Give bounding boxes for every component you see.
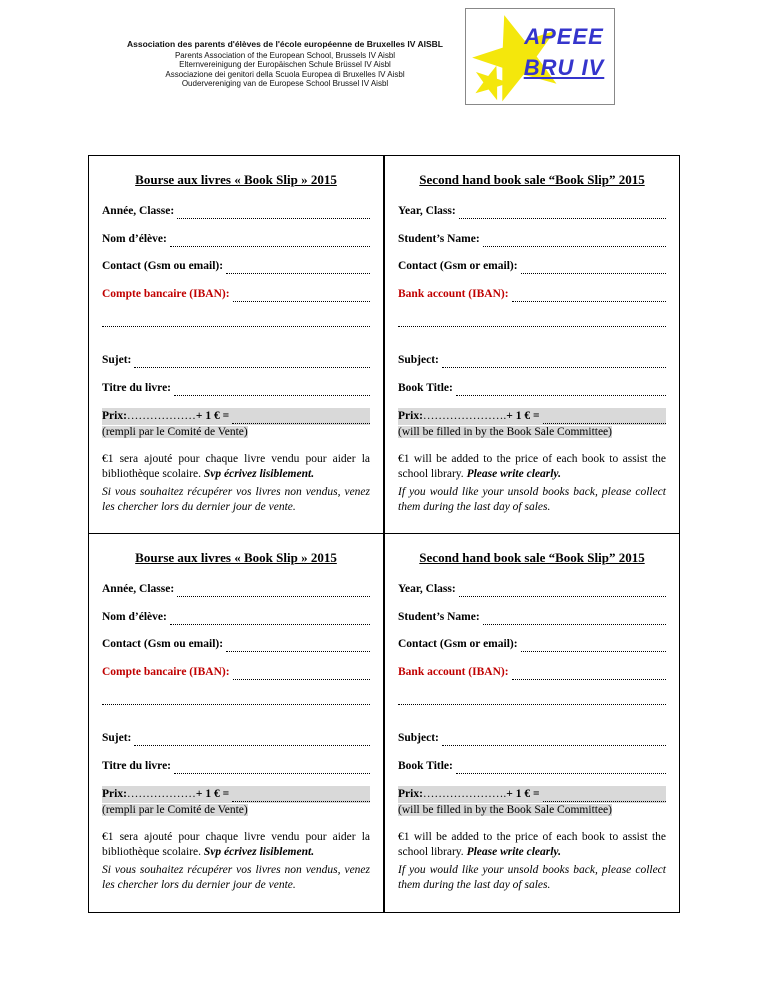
library-note-text: €1 sera ajouté pour chaque livre vendu pour aider la bibliothèque scolaire. — [102, 831, 370, 858]
write-clearly-note: Svp écrivez lisiblement. — [203, 845, 315, 858]
field-label-iban: Bank account (IBAN): — [398, 665, 509, 678]
write-in-line — [233, 289, 370, 302]
library-note-text: €1 sera ajouté pour chaque livre vendu pour aider la bibliothèque scolaire. — [102, 453, 370, 480]
unsold-books-note: Si vous souhaitez récupérer vos livres non vendus, venez les chercher lors du dernier jour de vente. — [102, 486, 370, 513]
form-title-en: Second hand book sale “Book Slip” 2015 — [419, 172, 645, 187]
field-book-title — [398, 759, 666, 774]
field-label: Subject: — [398, 354, 439, 366]
write-in-line — [459, 206, 666, 219]
logo-line-apeee: APEEE — [524, 24, 604, 49]
organisation-name-de: Elternvereinigung der Europäischen Schule Brüssel IV Aisbl — [179, 60, 391, 69]
field-label: Contact (Gsm ou email): — [102, 260, 224, 272]
field-book-title — [102, 381, 370, 396]
write-in-line — [483, 234, 666, 247]
write-in-line — [170, 234, 370, 247]
price-note-text: (will be filled in by the Book Sale Committee) — [398, 804, 612, 816]
price-row — [102, 408, 370, 425]
field-year-class — [398, 204, 666, 219]
write-in-line — [233, 667, 370, 680]
price-plus-one-euro: + 1 € = — [506, 788, 540, 800]
book-slip-form-fr-top — [89, 156, 384, 534]
organisation-name-it: Associazione dei genitori della Scuola Europea di Bruxelles IV Aisbl — [165, 69, 405, 79]
field-year-class — [398, 582, 666, 597]
field-student-name — [398, 232, 666, 247]
library-note — [102, 452, 370, 481]
price-row — [102, 786, 370, 803]
write-in-line — [174, 761, 370, 774]
library-note-text: €1 will be added to the price of each book to assist the school library. — [398, 831, 666, 858]
organisation-header — [100, 40, 470, 89]
field-subject — [398, 353, 666, 368]
write-in-line — [543, 789, 666, 802]
write-in-line — [442, 733, 666, 746]
write-in-line — [512, 667, 666, 680]
write-in-line — [232, 789, 370, 802]
field-book-title — [102, 759, 370, 774]
apeee-logo — [465, 8, 615, 105]
field-iban — [398, 287, 666, 302]
write-in-line-continuation — [398, 314, 666, 327]
field-subject — [102, 731, 370, 746]
price-note — [398, 803, 666, 818]
write-in-line — [177, 206, 370, 219]
field-student-name — [102, 232, 370, 247]
book-slip-form-en-top — [384, 156, 679, 534]
field-year-class — [102, 582, 370, 597]
price-note-text: (rempli par le Comité de Vente) — [102, 426, 248, 438]
unsold-books-note: If you would like your unsold books back, please collect them during the last day of sales. — [398, 486, 666, 513]
field-contact — [398, 259, 666, 274]
write-in-line — [521, 639, 666, 652]
field-label: Titre du livre: — [102, 759, 171, 772]
write-in-line — [521, 261, 666, 274]
price-label: Prix: — [398, 788, 423, 800]
write-in-line — [456, 383, 666, 396]
write-clearly-note: Please write clearly. — [466, 467, 561, 480]
field-year-class — [102, 204, 370, 219]
logo-line-bru-iv: BRU IV — [523, 55, 605, 81]
field-label: Contact (Gsm ou email): — [102, 638, 224, 650]
field-book-title — [398, 381, 666, 396]
field-label: Year, Class: — [398, 583, 456, 595]
price-note — [102, 425, 370, 440]
price-row — [398, 786, 666, 803]
write-in-line — [459, 584, 666, 597]
field-label: Contact (Gsm or email): — [398, 260, 518, 272]
field-label: Year, Class: — [398, 205, 456, 217]
logo-text — [522, 25, 606, 79]
write-in-line — [174, 383, 370, 396]
field-label: Contact (Gsm or email): — [398, 638, 518, 650]
write-in-line-continuation — [102, 314, 370, 327]
price-note-text: (rempli par le Comité de Vente) — [102, 804, 248, 816]
write-in-line — [232, 411, 370, 424]
write-in-line — [134, 733, 370, 746]
price-leader-dots: …………………. — [422, 788, 507, 800]
field-student-name — [102, 610, 370, 625]
price-note — [398, 425, 666, 440]
field-label: Sujet: — [102, 732, 132, 744]
book-slip-form-en-bottom — [384, 534, 679, 912]
field-label: Nom d’élève: — [102, 610, 167, 623]
field-subject — [398, 731, 666, 746]
write-in-line — [177, 584, 370, 597]
library-note — [398, 452, 666, 481]
field-student-name — [398, 610, 666, 625]
field-label-iban: Compte bancaire (IBAN): — [102, 287, 230, 300]
field-label: Sujet: — [102, 354, 132, 366]
price-plus-one-euro: + 1 € = — [195, 410, 230, 422]
book-slip-form-fr-bottom — [89, 534, 384, 912]
write-in-line — [456, 761, 666, 774]
price-leader-dots: ……………… — [126, 410, 196, 422]
field-contact — [398, 637, 666, 652]
write-in-line — [512, 289, 666, 302]
field-subject — [102, 353, 370, 368]
organisation-name-main: Association des parents d'élèves de l'école européenne de Bruxelles IV AISBL — [127, 39, 443, 49]
organisation-name-nl: Oudervereniging van de Europese School Brussel IV Aisbl — [181, 79, 389, 88]
write-clearly-note: Please write clearly. — [466, 845, 561, 858]
price-leader-dots: …………………. — [422, 410, 507, 422]
unsold-books-note: If you would like your unsold books back, please collect them during the last day of sales. — [398, 864, 666, 891]
field-label: Book Title: — [398, 381, 453, 394]
field-label: Book Title: — [398, 759, 453, 772]
field-label: Student’s Name: — [398, 610, 480, 623]
form-title-en: Second hand book sale “Book Slip” 2015 — [419, 550, 645, 565]
form-title-fr: Bourse aux livres « Book Slip » 2015 — [135, 550, 337, 565]
field-contact — [102, 259, 370, 274]
field-iban — [102, 665, 370, 680]
write-clearly-note: Svp écrivez lisiblement. — [203, 467, 315, 480]
price-plus-one-euro: + 1 € = — [195, 788, 230, 800]
price-label: Prix: — [102, 410, 127, 422]
field-contact — [102, 637, 370, 652]
price-note — [102, 803, 370, 818]
field-iban — [102, 287, 370, 302]
write-in-line — [170, 612, 370, 625]
book-slip-form-table — [88, 155, 680, 913]
write-in-line — [483, 612, 666, 625]
field-label-iban: Compte bancaire (IBAN): — [102, 665, 230, 678]
form-title-fr: Bourse aux livres « Book Slip » 2015 — [135, 172, 337, 187]
library-note — [398, 830, 666, 859]
write-in-line-continuation — [398, 692, 666, 705]
write-in-line — [134, 355, 370, 368]
write-in-line — [543, 411, 666, 424]
price-leader-dots: ……………… — [126, 788, 196, 800]
library-note-text: €1 will be added to the price of each book to assist the school library. — [398, 453, 666, 480]
write-in-line-continuation — [102, 692, 370, 705]
field-label: Année, Classe: — [102, 583, 175, 595]
field-label: Subject: — [398, 732, 439, 744]
price-label: Prix: — [398, 410, 423, 422]
price-plus-one-euro: + 1 € = — [506, 410, 540, 422]
price-label: Prix: — [102, 788, 127, 800]
field-label: Année, Classe: — [102, 205, 175, 217]
organisation-name-en: Parents Association of the European School, Brussels IV Aisbl — [174, 50, 396, 60]
field-label: Titre du livre: — [102, 381, 171, 394]
unsold-books-note: Si vous souhaitez récupérer vos livres non vendus, venez les chercher lors du dernier jour de vente. — [102, 864, 370, 891]
library-note — [102, 830, 370, 859]
write-in-line — [226, 261, 370, 274]
write-in-line — [442, 355, 666, 368]
field-label: Student’s Name: — [398, 232, 480, 245]
field-label-iban: Bank account (IBAN): — [398, 287, 509, 300]
field-iban — [398, 665, 666, 680]
price-note-text: (will be filled in by the Book Sale Committee) — [398, 426, 612, 438]
write-in-line — [226, 639, 370, 652]
price-row — [398, 408, 666, 425]
field-label: Nom d’élève: — [102, 232, 167, 245]
